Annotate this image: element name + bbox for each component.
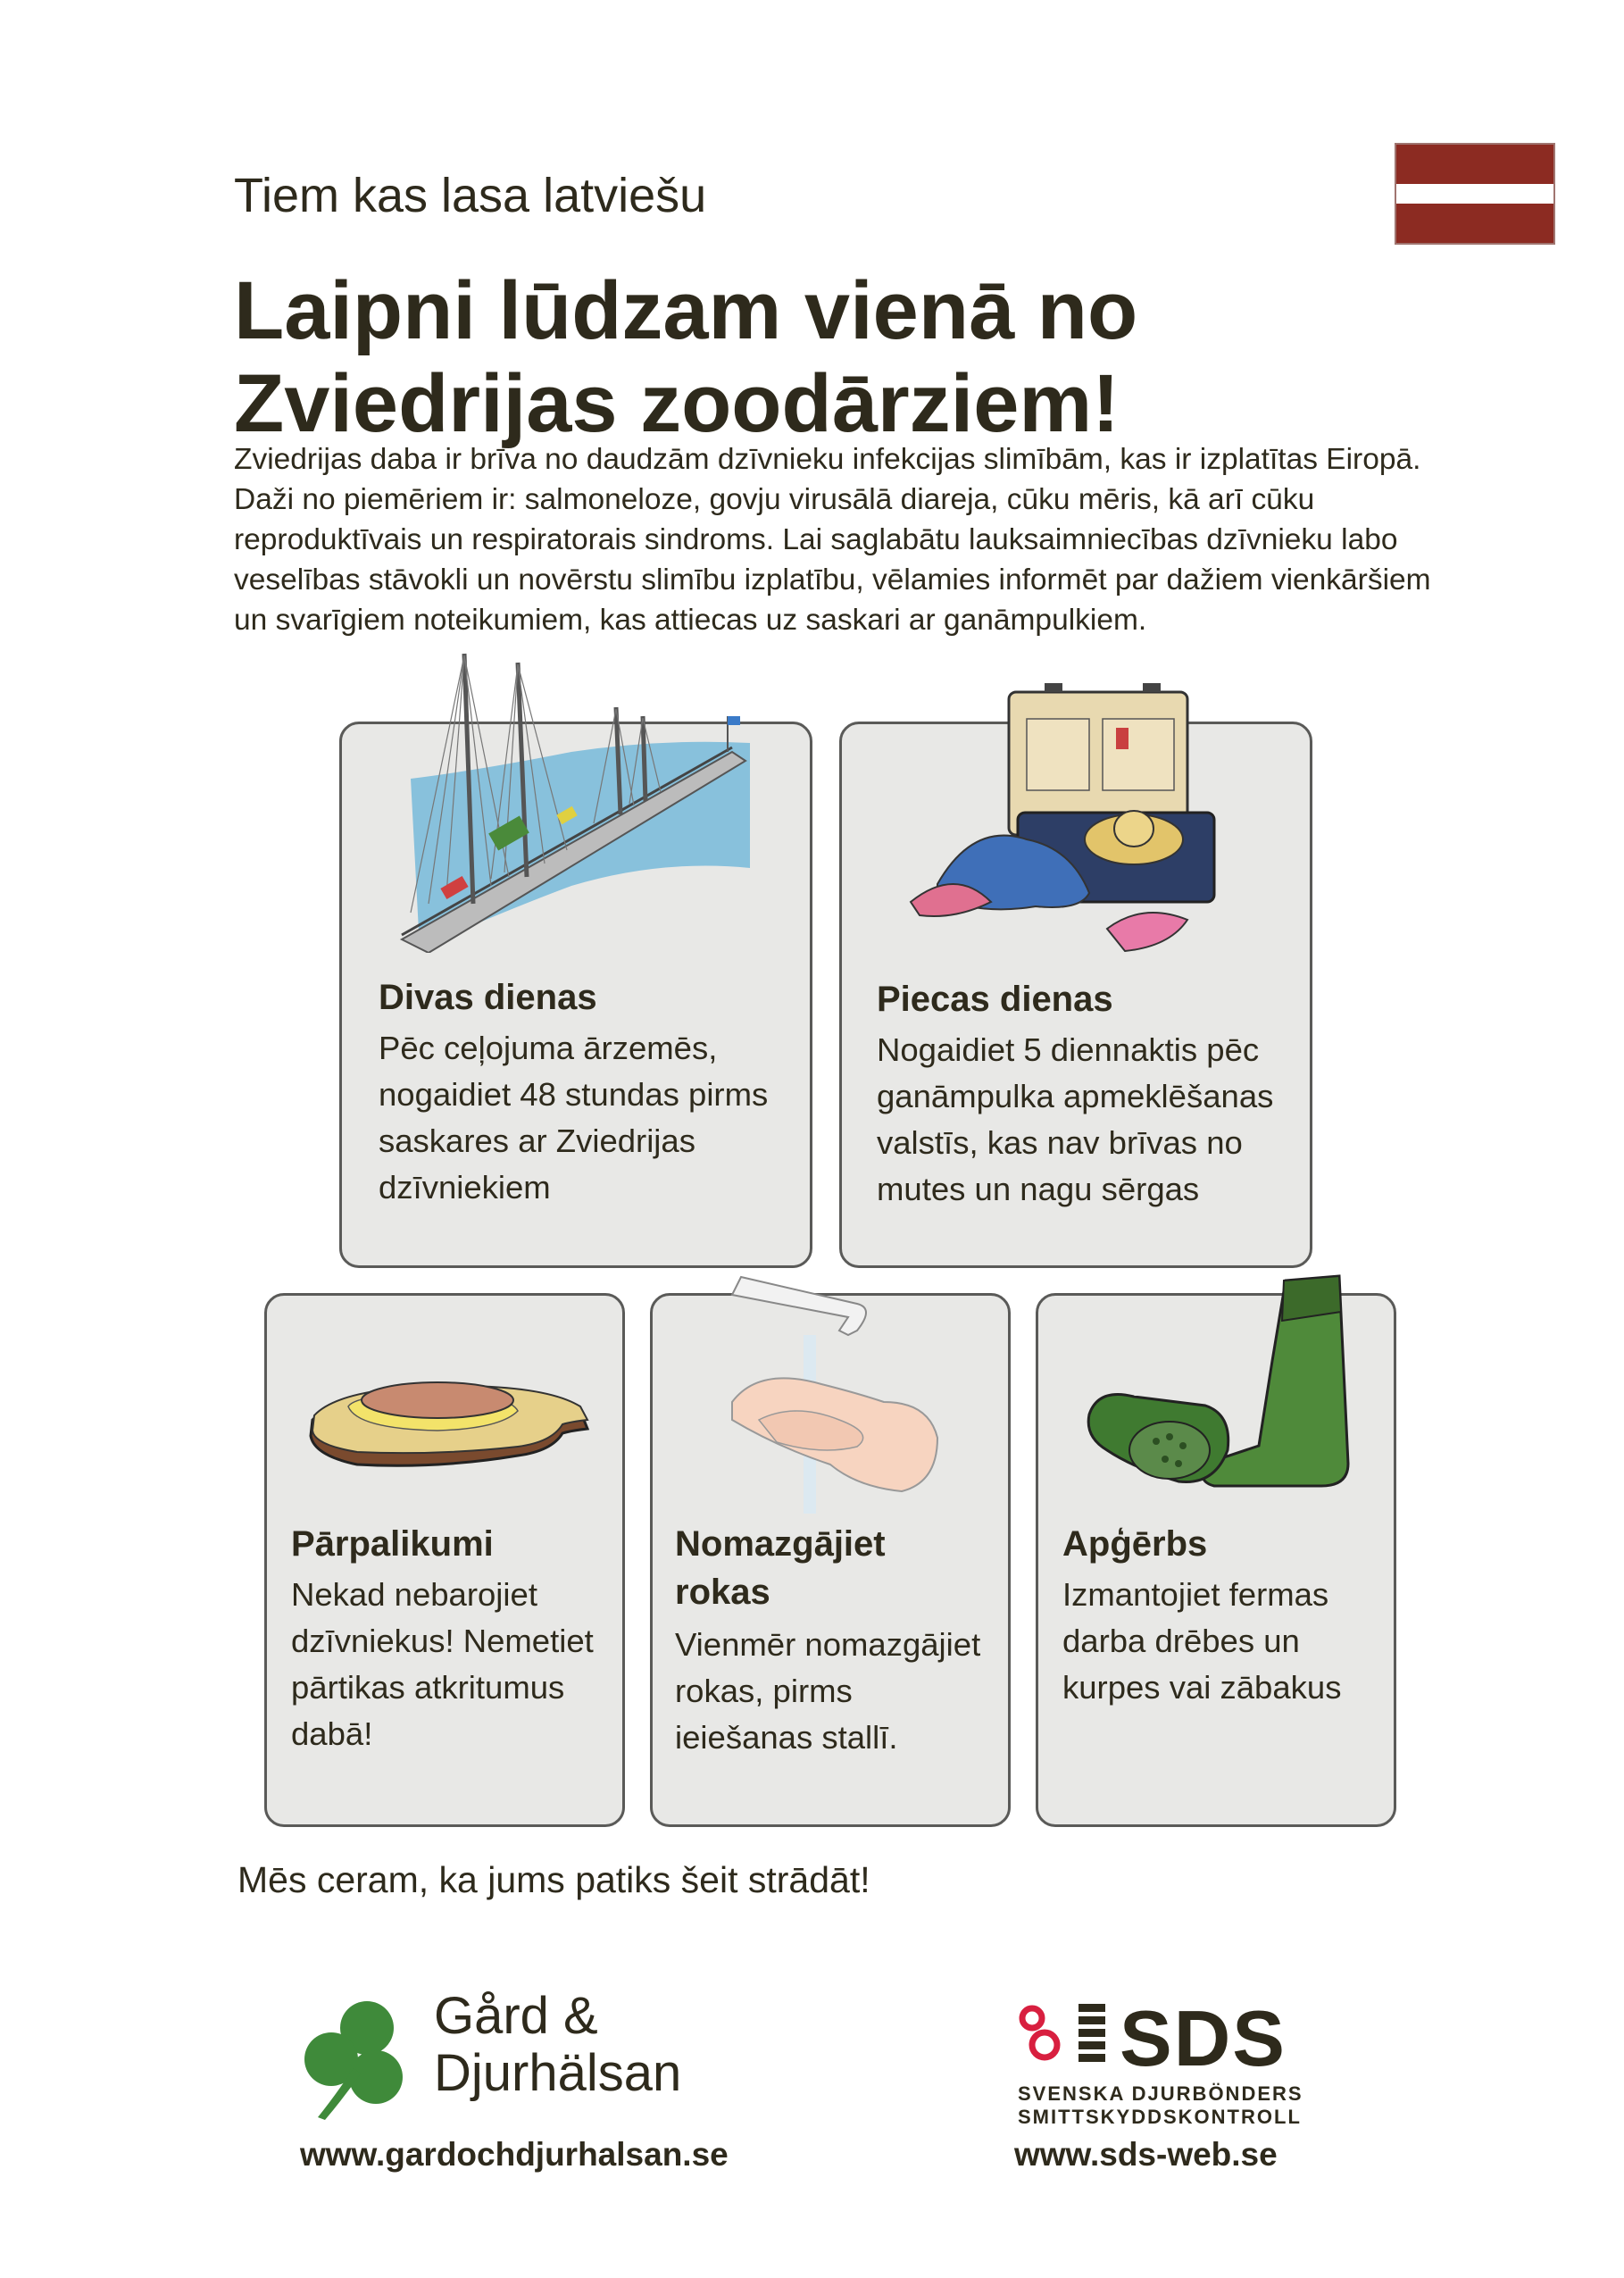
sds-logo-text: SDS [1120,1994,1287,2082]
sds-logo-subtitle [1018,2082,1303,2129]
title-line-1: Laipni lūdzam vienā no [234,265,1138,356]
sds-url-link[interactable]: www.sds-web.se [1014,2136,1278,2173]
sds-sub-line-2: SMITTSKYDDSKONTROLL [1018,2106,1302,2128]
title-line-2: Zviedrijas zoodārziem! [234,358,1120,449]
gard-name-line-2: Djurhälsan [434,2044,682,2102]
sandwich-illustration-icon [304,1366,598,1482]
card-text-five-days: Nogaidiet 5 diennaktis pēc ganāmpulka apmeklēšanas valstīs, kas nav brīvas no mutes un nagu sērgas [877,1031,1274,1207]
card-text-clothing: Izmantojiet fermas darba drēbes un kurpes vai zābakus [1062,1576,1342,1706]
closing-message: Mēs ceram, ka jums patiks šeit strādāt! [237,1859,870,1900]
intro-paragraph: Zviedrijas daba ir brīva no daudzām dzīvnieku infekcijas slimībām, kas ir izplatītas Eiropā. Daži no piemēriem ir: salmoneloze, govju virusālā diareja, cūku mēris, kā arī cūku reproduktīvais un respiratorais sindroms. Lai saglabātu lauksaimniecības dzīvnieku labo veselības stāvokli un novērstu slimību izplatību, vēlamies informēt par dažiem vienkāršiem un svarīgiem noteikumiem, kas attiecas uz saskari ar ganāmpulkiem. [234,443,1431,637]
boots-illustration-icon [1080,1272,1357,1504]
clover-logo-icon [300,1997,416,2122]
suitcase-illustration-icon [902,679,1259,973]
gard-name-line-1: Gård & [434,1987,598,2045]
card-title-wash-hands: Nomazgājiet rokas [675,1524,886,1612]
gard-url-link[interactable]: www.gardochdjurhalsan.se [300,2136,729,2173]
card-title-five-days: Piecas dienas [877,980,1113,1019]
subtitle: Tiem kas lasa latviešu [234,169,707,222]
sds-logo-icon [1018,2000,1116,2074]
card-title-two-days: Divas dienas [379,978,597,1017]
handwash-illustration-icon [723,1268,955,1518]
gard-logo-text [434,1988,681,2102]
page-title [234,264,1484,450]
sds-sub-line-1: SVENSKA DJURBÖNDERS [1018,2082,1303,2105]
card-title-leftovers: Pārpalikumi [291,1524,494,1564]
latvian-flag-icon [1395,143,1555,245]
card-title-clothing: Apģērbs [1062,1524,1208,1564]
card-text-two-days: Pēc ceļojuma ārzemēs, nogaidiet 48 stundas pirms saskares ar Zviedrijas dzīvniekiem [379,1030,769,1206]
card-text-wash-hands: Vienmēr nomazgājiet rokas, pirms ieiešanas stallī. [675,1626,981,1756]
card-text-leftovers: Nekad nebarojiet dzīvniekus! Nemetiet pārtikas atkritumus dabā! [291,1576,594,1752]
bridge-illustration-icon [393,645,768,953]
